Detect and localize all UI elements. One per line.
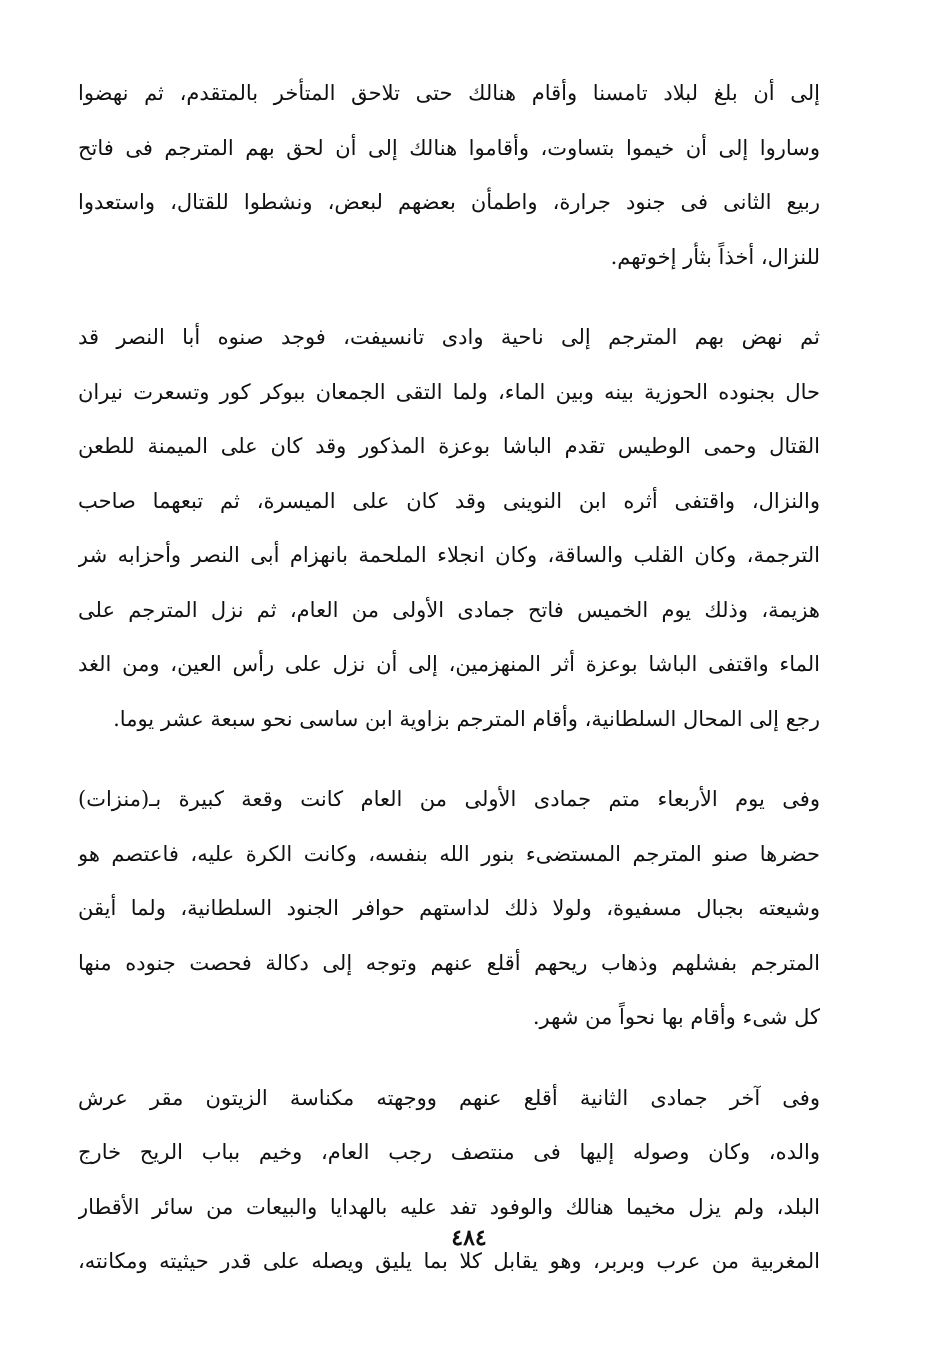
paragraph-1 xyxy=(78,66,820,284)
text-line: رجع إلى المحال السلطانية، وأقام المترجم بزاوية ابن ساسى نحو سبعة عشر يوما. xyxy=(113,706,820,731)
text-line: كل شىء وأقام بها نحواً من شهر. xyxy=(532,1005,820,1029)
text-line: وساروا إلى أن خيموا بتساوت، وأقاموا هنالك إلى أن لحق بهم المترجم فى فاتح xyxy=(78,135,820,160)
paragraph-4 xyxy=(78,1071,820,1289)
text-line: الماء واقتفى الباشا بوعزة أثر المنهزمين، إلى أن نزل على رأس العين، ومن الغد xyxy=(78,652,820,676)
paragraph-3 xyxy=(78,772,820,1045)
text-line: ربيع الثانى فى جنود جرارة، واطمأن بعضهم لبعض، ونشطوا للقتال، واستعدوا xyxy=(78,190,820,214)
text-line: المغربية من عرب وبربر، وهو يقابل كلا بما يليق ويصله على قدر حيثيته ومكانته، xyxy=(78,1249,820,1273)
text-line: الترجمة، وكان القلب والساقة، وكان انجلاء الملحمة بانهزام أبى النصر وأحزابه شر xyxy=(78,543,820,567)
page-number: ٤٨٤ xyxy=(451,1225,487,1251)
text-line: والنزال، واقتفى أثره ابن النوينى وقد كان على الميسرة، ثم تبعهما صاحب xyxy=(78,488,820,513)
text-line: القتال وحمى الوطيس تقدم الباشا بوعزة المذكور وقد كان على الميمنة للطعن xyxy=(78,434,820,458)
text-line: وفى يوم الأربعاء متم جمادى الأولى من العام كانت وقعة كبيرة بـ(منزات) xyxy=(78,787,820,811)
body-text xyxy=(78,66,820,1315)
text-line: المترجم بفشلهم وذهاب ريحهم أقلع عنهم وتوجه إلى دكالة فحصت جنوده منها xyxy=(78,950,820,975)
text-line: حضرها صنو المترجم المستضىء بنور الله بنفسه، وكانت الكرة عليه، فاعتصم هو xyxy=(78,841,820,866)
text-line: حال بجنوده الحوزية بينه وبين الماء، ولما التقى الجمعان ببوكر كور وتسعرت نيران xyxy=(78,379,820,404)
text-line: هزيمة، وذلك يوم الخميس فاتح جمادى الأولى من العام، ثم نزل المترجم على xyxy=(78,597,820,622)
text-line: إلى أن بلغ لبلاد تامسنا وأقام هنالك حتى تلاحق المتأخر بالمتقدم، ثم نهضوا xyxy=(78,81,820,105)
text-line: والده، وكان وصوله إليها فى منتصف رجب العام، وخيم بباب الريح خارج xyxy=(78,1140,820,1164)
text-line: البلد، ولم يزل مخيما هنالك والوفود تفد عليه بالهدايا والبيعات من سائر الأقطار xyxy=(78,1194,820,1219)
text-line: للنزال، أخذاً بثأر إخوتهم. xyxy=(610,244,820,269)
paragraph-2 xyxy=(78,310,820,746)
text-line: وشيعته بجبال مسفيوة، ولولا ذلك لداستهم حوافر الجنود السلطانية، ولما أيقن xyxy=(78,896,820,920)
text-line: وفى آخر جمادى الثانية أقلع عنهم ووجهته مكناسة الزيتون مقر عرش xyxy=(78,1085,820,1110)
text-line: ثم نهض بهم المترجم إلى ناحية وادى تانسيفت، فوجد صنوه أبا النصر قد xyxy=(78,325,820,349)
